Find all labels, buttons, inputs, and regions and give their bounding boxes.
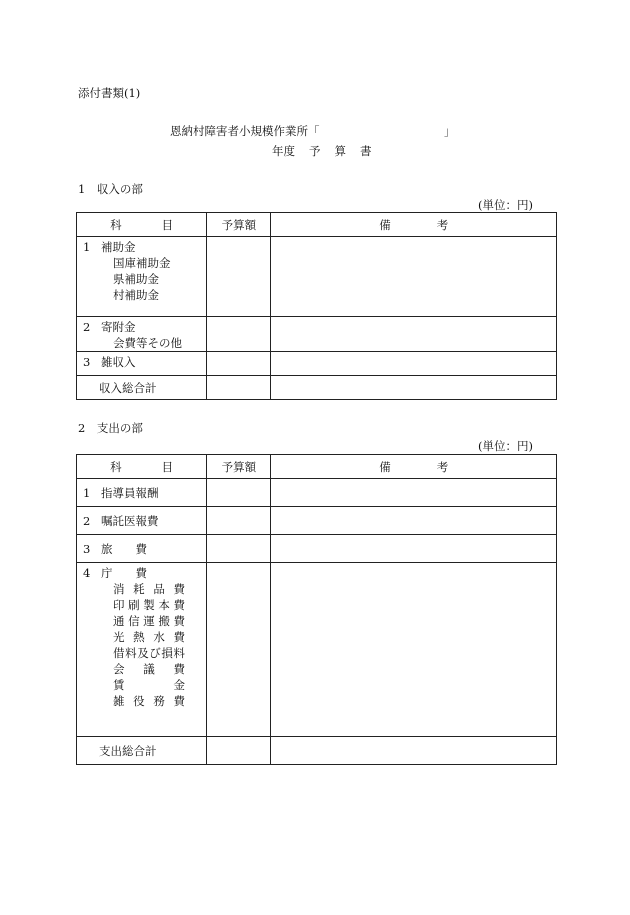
expense-table <box>76 454 557 765</box>
sub-item: 会費等その他 <box>113 336 182 350</box>
expense-unit-label: (単位：円) <box>478 439 533 453</box>
table-row <box>77 479 557 507</box>
amount-cell[interactable] <box>207 317 271 352</box>
expense-section-heading: 2 支出の部 <box>78 421 143 435</box>
item-cell: 1 指導員報酬 <box>77 479 207 507</box>
remarks-cell[interactable] <box>271 479 557 507</box>
sub-item: 賃金 <box>113 678 185 692</box>
sub-item: 県補助金 <box>113 272 159 286</box>
amount-cell[interactable] <box>207 479 271 507</box>
total-remarks-cell[interactable] <box>271 737 557 765</box>
total-row <box>77 376 557 400</box>
document-subtitle <box>272 143 386 159</box>
item-cell: 3 旅 費 <box>77 535 207 563</box>
subtitle-char: 書 <box>360 144 372 158</box>
total-label-cell: 支出総合計 <box>77 737 207 765</box>
amount-cell[interactable] <box>207 563 271 737</box>
amount-cell[interactable] <box>207 237 271 317</box>
sub-item: 会議費 <box>113 662 185 676</box>
amount-cell[interactable] <box>207 535 271 563</box>
document-title <box>170 123 460 139</box>
total-amount-cell[interactable] <box>207 376 271 400</box>
title-prefix: 恩納村障害者小規模作業所「 <box>170 124 320 138</box>
remarks-cell[interactable] <box>271 507 557 535</box>
sub-item: 通信運搬費 <box>113 614 185 628</box>
item-cell: 4 庁 費 消耗品費 印刷製本費 通信運搬費 光熱水費 借料及び損料 会議費 賃金 雑役務費 <box>77 563 207 737</box>
subtitle-char: 算 <box>334 144 346 158</box>
item-cell: 2 寄附金 会費等その他 <box>77 317 207 352</box>
header-yosan: 予算額 <box>207 455 271 479</box>
sub-item: 国庫補助金 <box>113 256 171 270</box>
table-row <box>77 237 557 317</box>
sub-item: 印刷製本費 <box>113 598 185 612</box>
total-remarks-cell[interactable] <box>271 376 557 400</box>
item-cell: 1 補助金 国庫補助金 県補助金 村補助金 <box>77 237 207 317</box>
table-row <box>77 535 557 563</box>
income-table <box>76 212 557 400</box>
sub-item: 借料及び損料 <box>113 646 185 660</box>
sub-item: 光熱水費 <box>113 630 185 644</box>
amount-cell[interactable] <box>207 507 271 535</box>
header-biko: 備 考 <box>271 213 557 237</box>
table-row <box>77 563 557 737</box>
income-unit-label: (単位：円) <box>478 198 533 212</box>
remarks-cell[interactable] <box>271 352 557 376</box>
subtitle-year: 年度 <box>272 144 295 158</box>
table-header-row <box>77 455 557 479</box>
title-suffix: 」 <box>444 124 456 138</box>
header-yosan: 予算額 <box>207 213 271 237</box>
header-kamoku: 科 目 <box>77 213 207 237</box>
total-label-cell: 収入総合計 <box>77 376 207 400</box>
total-row <box>77 737 557 765</box>
sub-item: 村補助金 <box>113 288 159 302</box>
amount-cell[interactable] <box>207 352 271 376</box>
table-row <box>77 352 557 376</box>
item-cell: 2 嘱託医報費 <box>77 507 207 535</box>
sub-item: 雑役務費 <box>113 694 185 708</box>
table-header-row <box>77 213 557 237</box>
total-amount-cell[interactable] <box>207 737 271 765</box>
income-section-heading: 1 収入の部 <box>78 182 143 196</box>
attachment-label: 添付書類(1) <box>78 86 141 100</box>
remarks-cell[interactable] <box>271 535 557 563</box>
subtitle-char: 予 <box>309 144 321 158</box>
table-row <box>77 317 557 352</box>
remarks-cell[interactable] <box>271 317 557 352</box>
item-cell: 3 雑収入 <box>77 352 207 376</box>
header-biko: 備 考 <box>271 455 557 479</box>
sub-item: 消耗品費 <box>113 582 185 596</box>
remarks-cell[interactable] <box>271 563 557 737</box>
remarks-cell[interactable] <box>271 237 557 317</box>
header-kamoku: 科 目 <box>77 455 207 479</box>
table-row <box>77 507 557 535</box>
